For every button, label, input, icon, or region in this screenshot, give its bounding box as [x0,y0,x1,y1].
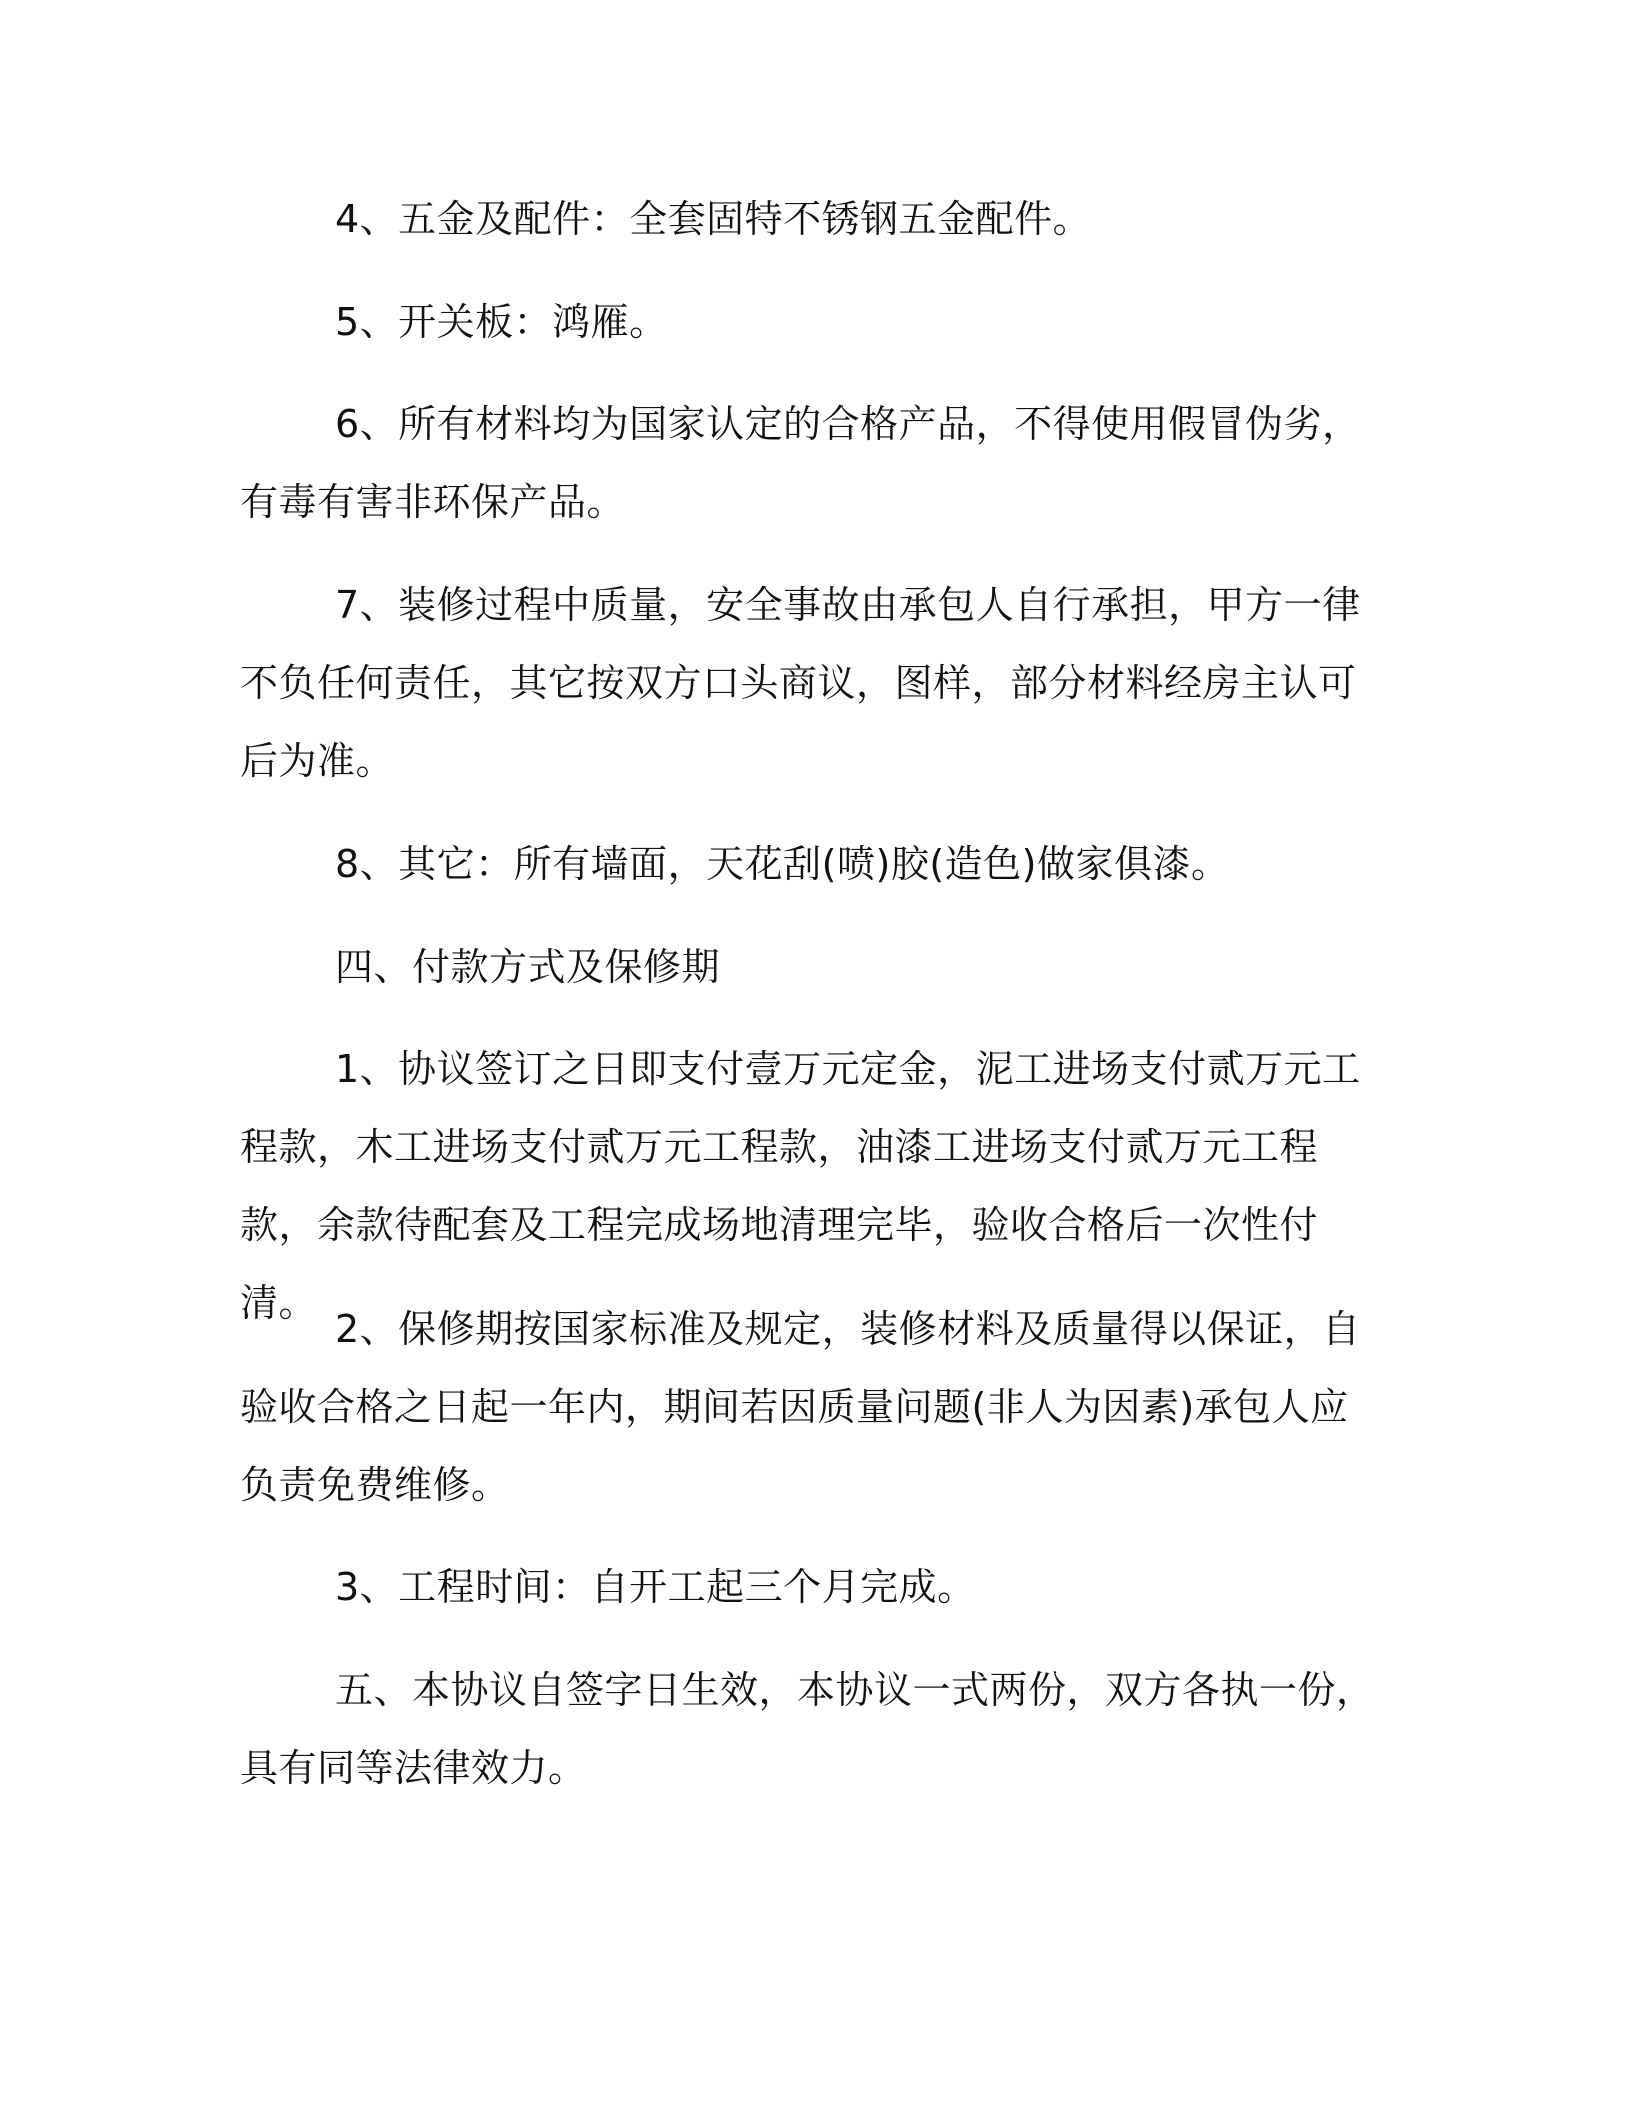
clause-4-hardware: 4、五金及配件：全套固特不锈钢五金配件。 [335,197,1092,241]
clause-7-liability: 7、装修过程中质量，安全事故由承包人自行承担，甲方一律不负任何责任，其它按双方口头商议，图样，部分材料经房主认可后为准。 [240,583,1361,783]
schedule-clause-3: 3、工程时间：自开工起三个月完成。 [335,1565,976,1609]
clause-5-switch-panel: 5、开关板：鸿雁。 [335,300,668,344]
clause-6-materials: 6、所有材料均为国家认定的合格产品，不得使用假冒伪劣，有毒有害非环保产品。 [240,402,1361,524]
payment-clause-1: 1、协议签订之日即支付壹万元定金，泥工进场支付贰万元工程款，木工进场支付贰万元工程款，油漆工进场支付贰万元工程款，余款待配套及工程完成场地清理完毕，验收合格后一次性付清。 [240,1047,1361,1325]
section-5-effectiveness: 五、本协议自签字日生效，本协议一式两份，双方各执一份，具有同等法律效力。 [240,1668,1375,1790]
clause-8-other: 8、其它：所有墙面，天花刮(喷)胶(造色)做家俱漆。 [335,842,1230,886]
warranty-clause-2: 2、保修期按国家标准及规定，装修材料及质量得以保证，自验收合格之日起一年内，期间若因质量问题(非人为因素)承包人应负责免费维修。 [240,1307,1361,1507]
section-4-heading: 四、付款方式及保修期 [335,945,721,989]
